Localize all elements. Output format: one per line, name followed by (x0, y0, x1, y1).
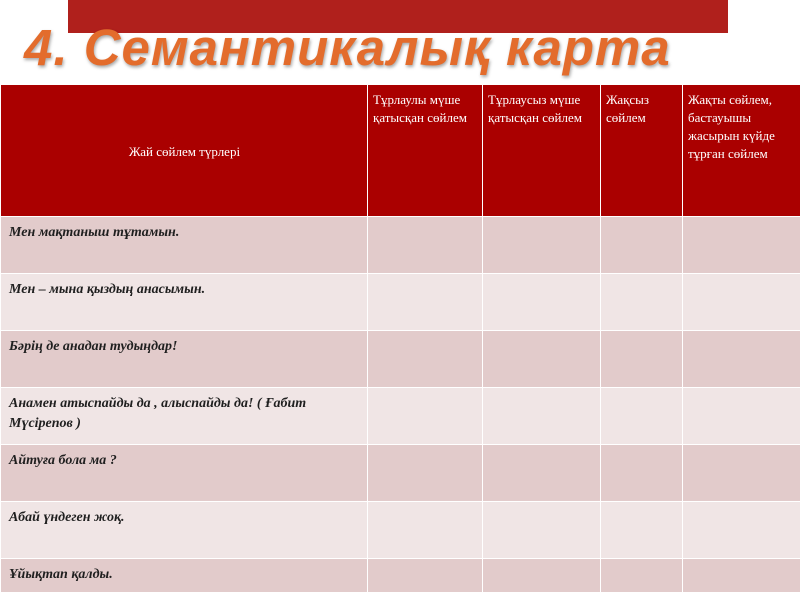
table-cell[interactable] (601, 388, 683, 445)
semantic-map-table (0, 84, 800, 593)
table-cell[interactable] (483, 331, 601, 388)
table-cell[interactable] (683, 559, 800, 593)
table-cell[interactable] (368, 331, 483, 388)
table-cell[interactable] (483, 388, 601, 445)
table-cell[interactable] (368, 217, 483, 274)
table-cell[interactable] (601, 502, 683, 559)
table-cell[interactable] (368, 388, 483, 445)
table-cell[interactable] (601, 559, 683, 593)
row-sentence: Айтуға бола ма ? (1, 445, 368, 502)
table-cell[interactable] (483, 217, 601, 274)
table-cell[interactable] (683, 217, 800, 274)
table-header-row (1, 85, 800, 217)
header-secondary-member: Тұрлаусыз мүше қатысқан сөйлем (483, 85, 601, 217)
table-cell[interactable] (368, 502, 483, 559)
table-row (1, 331, 800, 388)
table-cell[interactable] (483, 502, 601, 559)
table-cell[interactable] (601, 445, 683, 502)
table-row (1, 445, 800, 502)
row-sentence: Абай үндеген жоқ. (1, 502, 368, 559)
table-cell[interactable] (483, 274, 601, 331)
table-cell[interactable] (483, 445, 601, 502)
row-sentence: Ұйықтап қалды. (1, 559, 368, 593)
table-cell[interactable] (683, 445, 800, 502)
table-cell[interactable] (601, 217, 683, 274)
table-cell[interactable] (368, 445, 483, 502)
table-cell[interactable] (601, 274, 683, 331)
header-sentence-types: Жай сөйлем түрлері (1, 85, 368, 217)
table-cell[interactable] (368, 559, 483, 593)
table-row (1, 388, 800, 445)
table-row (1, 217, 800, 274)
table-cell[interactable] (368, 274, 483, 331)
header-principal-member: Тұрлаулы мүше қатысқан сөйлем (368, 85, 483, 217)
row-sentence: Анамен атыспайды да , алыспайды да! ( Ғабит Мүсірепов ) (1, 388, 368, 445)
row-sentence: Мен мақтаныш тұтамын. (1, 217, 368, 274)
table-cell[interactable] (483, 559, 601, 593)
table-row (1, 274, 800, 331)
table-row (1, 502, 800, 559)
row-sentence: Бәрің де анадан тудыңдар! (1, 331, 368, 388)
table-cell[interactable] (683, 502, 800, 559)
table-cell[interactable] (683, 274, 800, 331)
header-personal-hidden-subject: Жақты сөйлем, бастауышы жасырын күйде тұрған сөйлем (683, 85, 800, 217)
header-impersonal: Жақсыз сөйлем (601, 85, 683, 217)
slide-title: 4. Семантикалық карта (24, 19, 671, 76)
table-cell[interactable] (683, 388, 800, 445)
row-sentence: Мен – мына қыздың анасымын. (1, 274, 368, 331)
table-cell[interactable] (601, 331, 683, 388)
table-cell[interactable] (683, 331, 800, 388)
table-row (1, 559, 800, 593)
